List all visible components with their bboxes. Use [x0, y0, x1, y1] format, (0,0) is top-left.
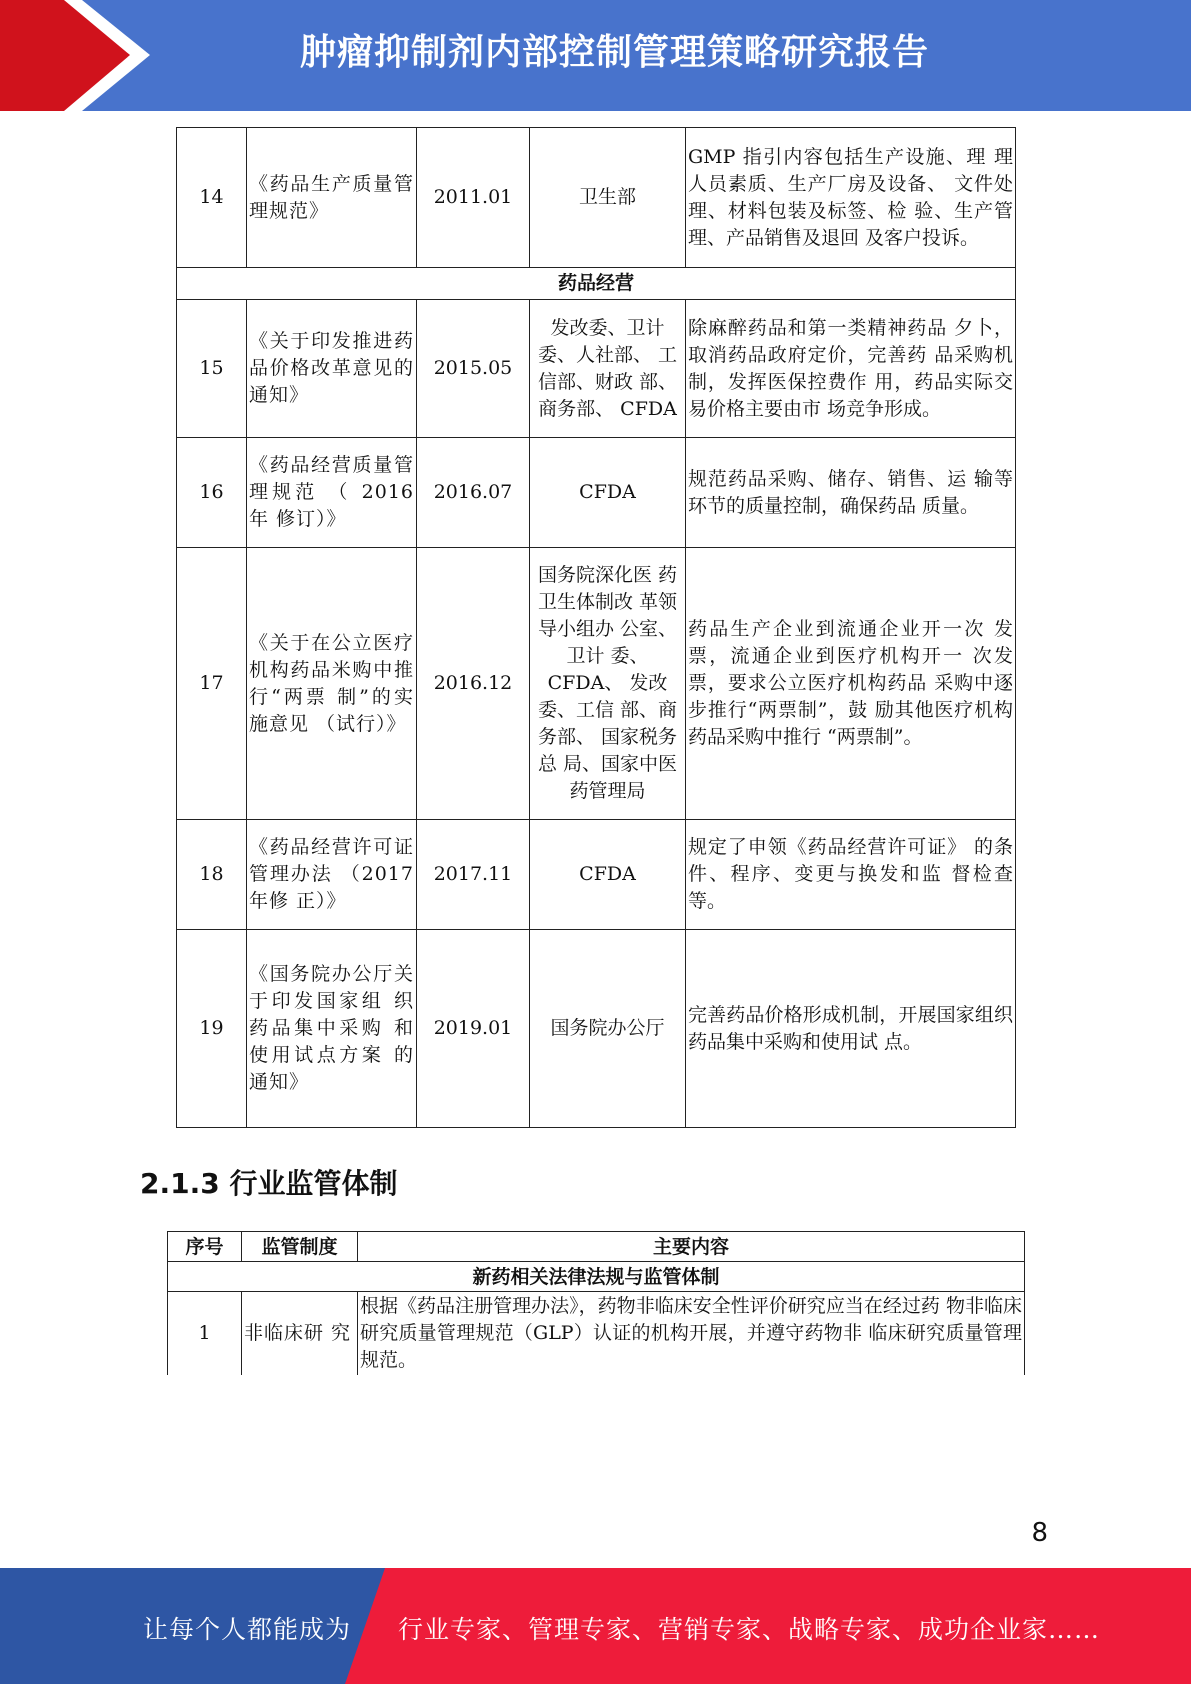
row-date: 2019.01	[417, 930, 530, 1128]
footer-slogan-left: 让每个人都能成为	[143, 1615, 352, 1644]
page-header	[0, 0, 1191, 111]
table-row	[177, 438, 1016, 548]
row-num: 1	[168, 1292, 242, 1376]
row-num: 19	[177, 930, 247, 1128]
row-name: 《药品经营质量管理规范 （ 2016 年 修订）》	[247, 438, 417, 548]
row-desc: 除麻醉药品和第一类精神药品 夕卜，取消药品政府定价，完善药 品采购机制，发挥医保控费作 用，药品实际交易价格主要由市 场竞争形成。	[686, 300, 1016, 438]
header-cell-content: 主要内容	[358, 1232, 1025, 1262]
row-num: 15	[177, 300, 247, 438]
row-name: 《药品生产质量管理规范》	[247, 128, 417, 268]
row-system: 非临床研 究	[242, 1292, 358, 1376]
table-section-row: 新药相关法律法规与监管体制	[168, 1262, 1025, 1292]
header-cell-num: 序号	[168, 1232, 242, 1262]
row-desc: GMP 指引内容包括生产设施、理 理人员素质、生产厂房及设备、 文件处理、材料包装及标签、检 验、生产管理、产品销售及退回 及客户投诉。	[686, 128, 1016, 268]
page-number: 8	[1031, 1518, 1048, 1548]
row-desc: 完善药品价格形成机制，开展国家组织药品集中采购和使用试 点。	[686, 930, 1016, 1128]
row-dept: 卫生部	[530, 128, 686, 268]
row-date: 2016.07	[417, 438, 530, 548]
row-date: 2011.01	[417, 128, 530, 268]
row-content: 根据《药品注册管理办法》，药物非临床安全性评价研究应当在经过药 物非临床研究质量管理规范（GLP）认证的机构开展，并遵守药物非 临床研究质量管理规范。	[358, 1292, 1025, 1376]
table-row	[177, 820, 1016, 930]
table-row	[177, 930, 1016, 1128]
section-label: 药品经营	[177, 268, 1016, 300]
row-desc: 规范药品采购、储存、销售、运 输等环节的质量控制，确保药品 质量。	[686, 438, 1016, 548]
section-heading: 2.1.3 行业监管体制	[140, 1167, 398, 1200]
row-name: 《国务院办公厅关于印发国家组 织药品集中采购 和使用试点方案 的通知》	[247, 930, 417, 1128]
table-row	[177, 128, 1016, 268]
row-name: 《关于在公立医疗机构药品米购中推行“两票 制”的实施意见 （试行）》	[247, 548, 417, 820]
row-dept: CFDA	[530, 820, 686, 930]
row-date: 2016.12	[417, 548, 530, 820]
row-num: 16	[177, 438, 247, 548]
row-num: 17	[177, 548, 247, 820]
row-name: 《关于印发推进药品价格改革意见的通知》	[247, 300, 417, 438]
row-dept: 国务院深化医 药卫生体制改 革领导小组办 公室、卫计 委、 CFDA、 发改委、工信 部、商务部、 国家税务总 局、国家中医 药管理局	[530, 548, 686, 820]
row-num: 18	[177, 820, 247, 930]
table-row	[177, 548, 1016, 820]
row-desc: 药品生产企业到流通企业开一次 发票，流通企业到医疗机构开一 次发票，要求公立医疗机构药品 采购中逐步推行“两票制”，鼓 励其他医疗机构药品采购中推行 “两票制”。	[686, 548, 1016, 820]
table-row	[177, 300, 1016, 438]
row-date: 2015.05	[417, 300, 530, 438]
row-date: 2017.11	[417, 820, 530, 930]
footer-slogan-right: 行业专家、管理专家、营销专家、战略专家、成功企业家……	[398, 1615, 1101, 1644]
header-arrow-decoration	[0, 0, 150, 111]
row-dept: 国务院办公厅	[530, 930, 686, 1128]
row-num: 14	[177, 128, 247, 268]
row-desc: 规定了申领《药品经营许可证》 的条件、程序、变更与换发和监 督检查等。	[686, 820, 1016, 930]
industry-regulation-table	[167, 1231, 1025, 1375]
row-name: 《药品经营许可证管理办法 （2017 年修 正）》	[247, 820, 417, 930]
drug-regulation-table	[176, 127, 1016, 1128]
header-cell-system: 监管制度	[242, 1232, 358, 1262]
row-dept: CFDA	[530, 438, 686, 548]
table-section-row	[177, 268, 1016, 300]
header-title: 肿瘤抑制剂内部控制管理策略研究报告	[300, 32, 930, 73]
row-dept: 发改委、卫计委、人社部、 工信部、财政 部、商务部、 CFDA	[530, 300, 686, 438]
